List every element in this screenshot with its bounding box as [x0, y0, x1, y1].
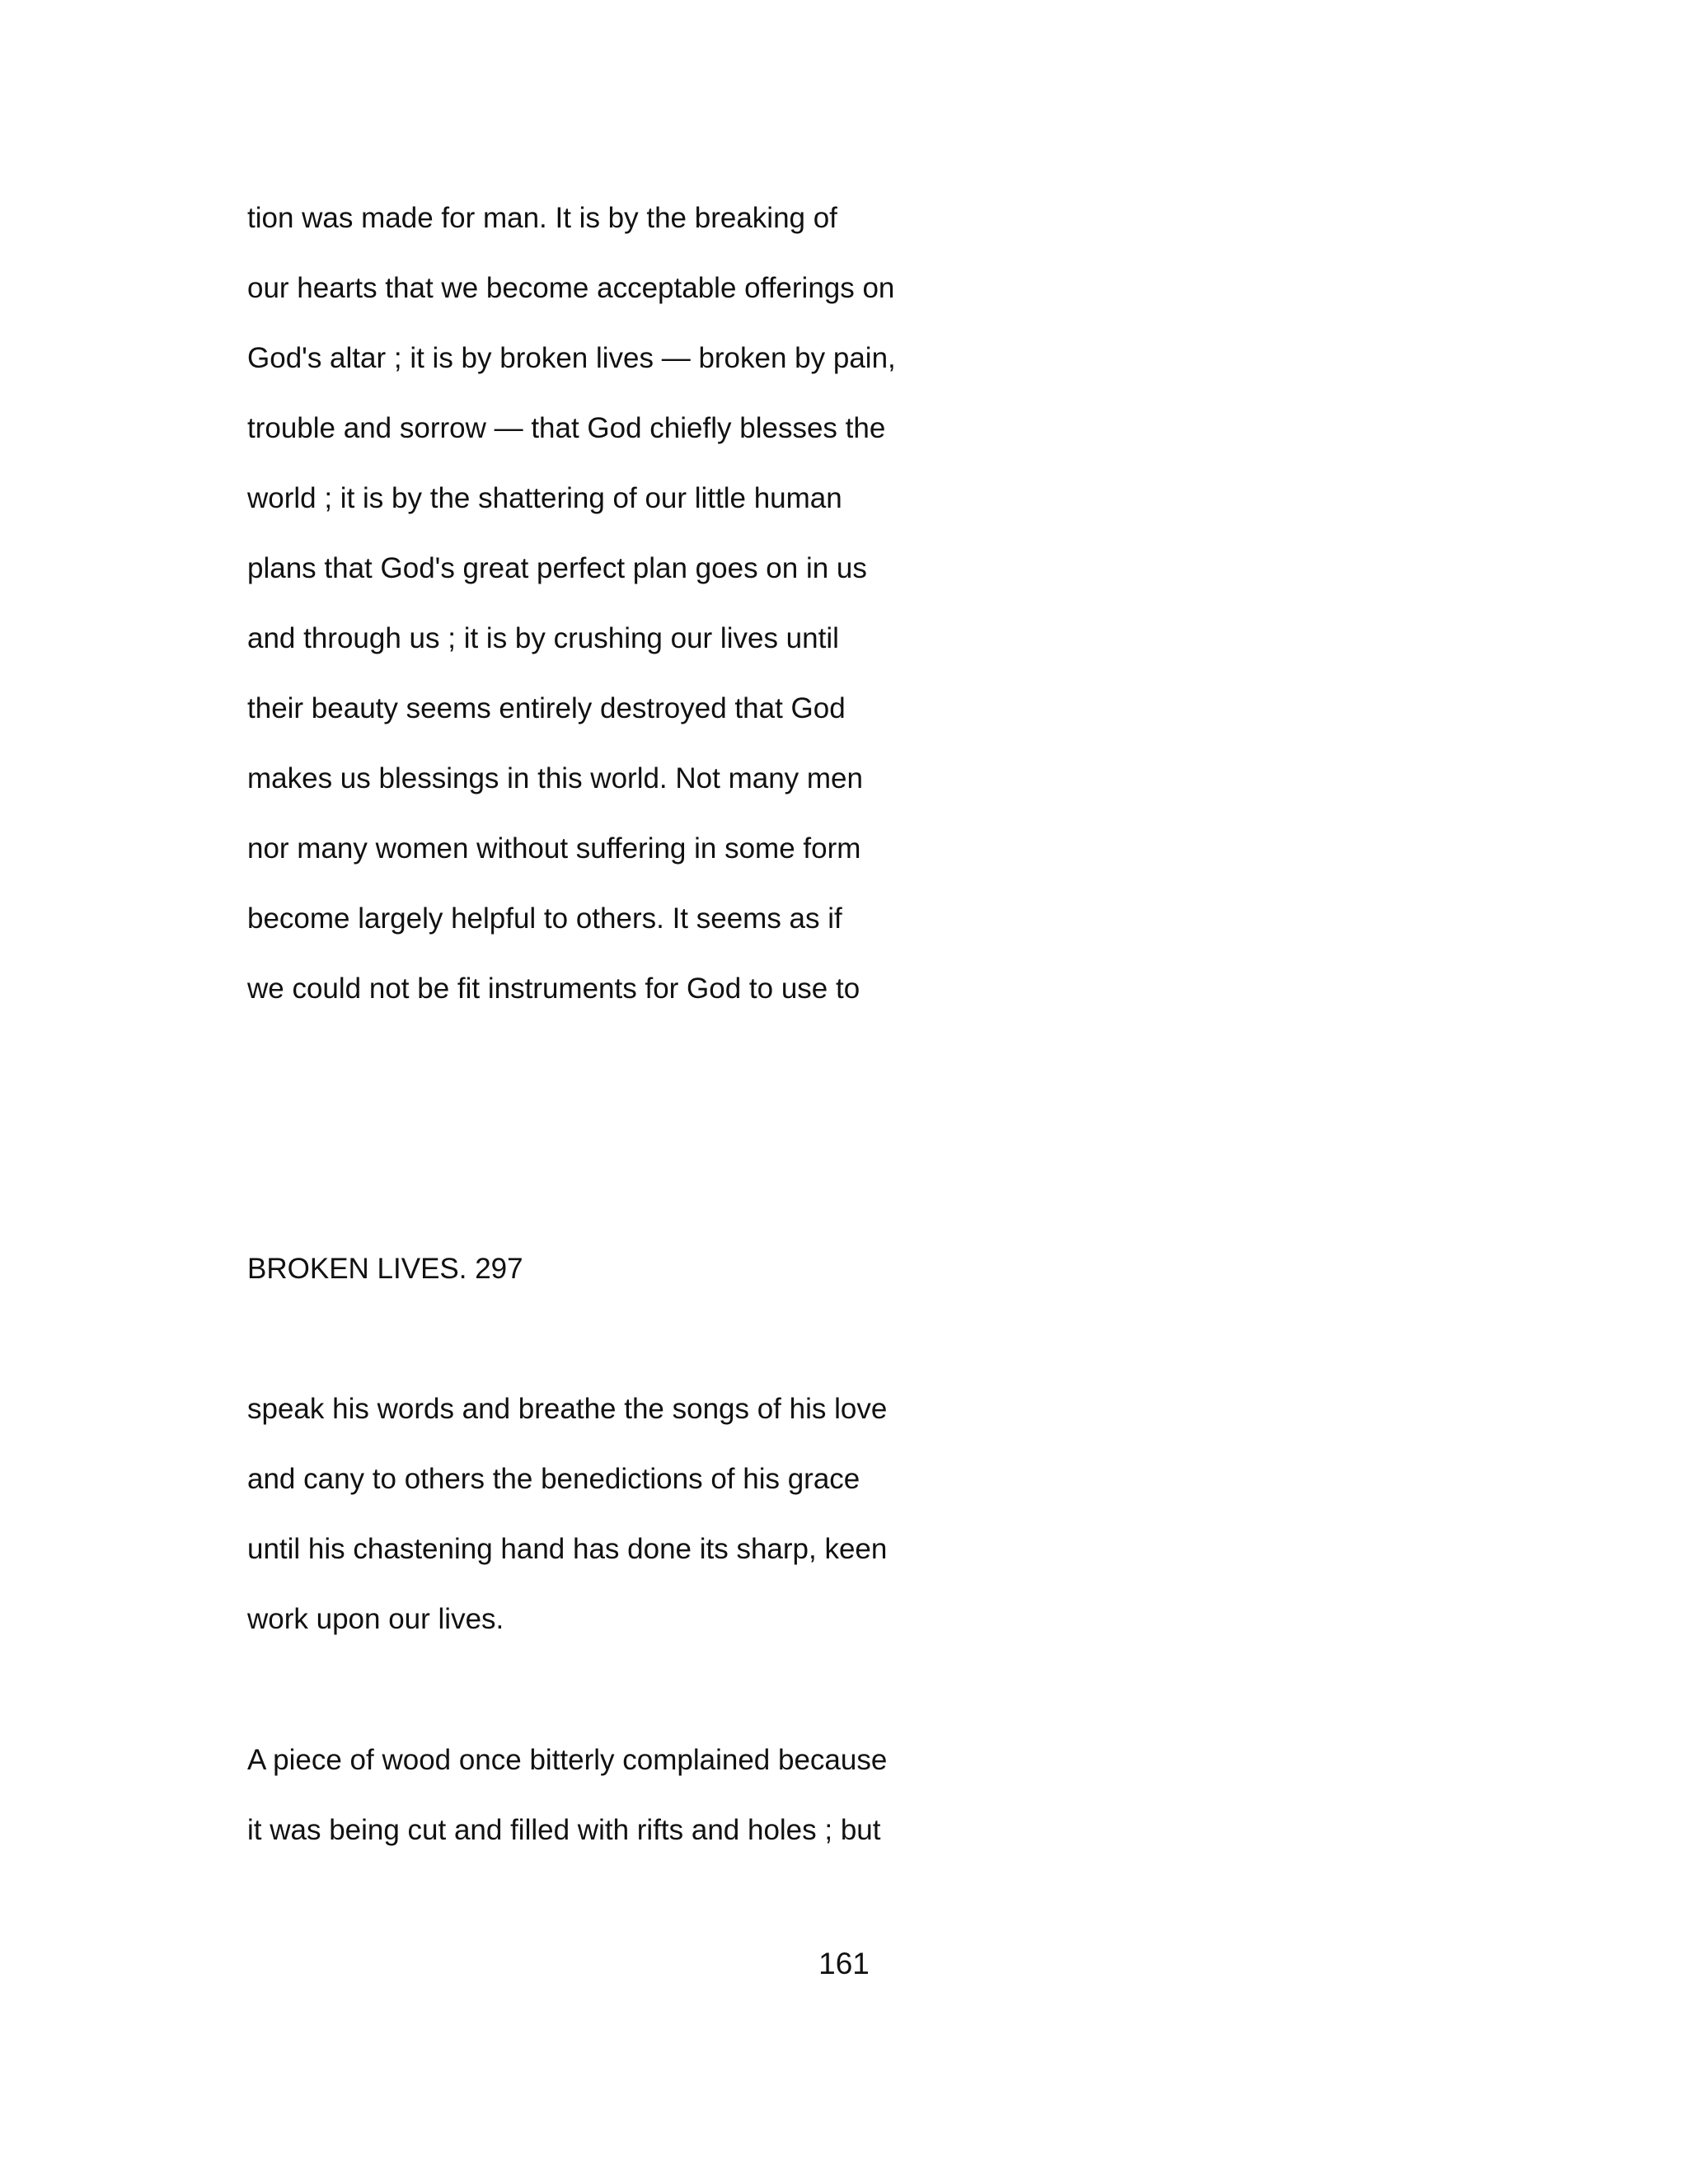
- text-line: and through us ; it is by crushing our lives until: [247, 622, 839, 654]
- text-line: nor many women without suffering in some form: [247, 832, 861, 865]
- paragraph-bottom: [247, 1725, 1319, 1865]
- text-line: A piece of wood once bitterly complained because: [247, 1744, 888, 1776]
- text-line: work upon our lives.: [247, 1603, 504, 1635]
- running-head: BROKEN LIVES. 297: [247, 1253, 523, 1285]
- text-line: and cany to others the benedictions of his grace: [247, 1463, 860, 1495]
- paragraph-top: [247, 183, 1319, 1024]
- text-line: trouble and sorrow — that God chiefly blesses the: [247, 412, 886, 444]
- text-line: until his chastening hand has done its sharp, keen: [247, 1533, 888, 1565]
- text-line: makes us blessings in this world. Not many men: [247, 762, 863, 794]
- text-line: plans that God's great perfect plan goes on in us: [247, 552, 867, 584]
- paragraph-middle: [247, 1374, 1319, 1654]
- text-line: their beauty seems entirely destroyed that God: [247, 692, 846, 724]
- text-line: we could not be fit instruments for God to use to: [247, 972, 860, 1005]
- text-line: world ; it is by the shattering of our little human: [247, 482, 842, 514]
- text-line: it was being cut and filled with rifts and holes ; but: [247, 1814, 881, 1846]
- text-line: God's altar ; it is by broken lives — broken by pain,: [247, 342, 896, 374]
- text-line: tion was made for man. It is by the breaking of: [247, 202, 837, 234]
- text-line: become largely helpful to others. It seems as if: [247, 902, 842, 935]
- text-line: our hearts that we become acceptable offerings on: [247, 272, 895, 304]
- page-number: 161: [818, 1947, 870, 1980]
- text-line: speak his words and breathe the songs of his love: [247, 1393, 888, 1425]
